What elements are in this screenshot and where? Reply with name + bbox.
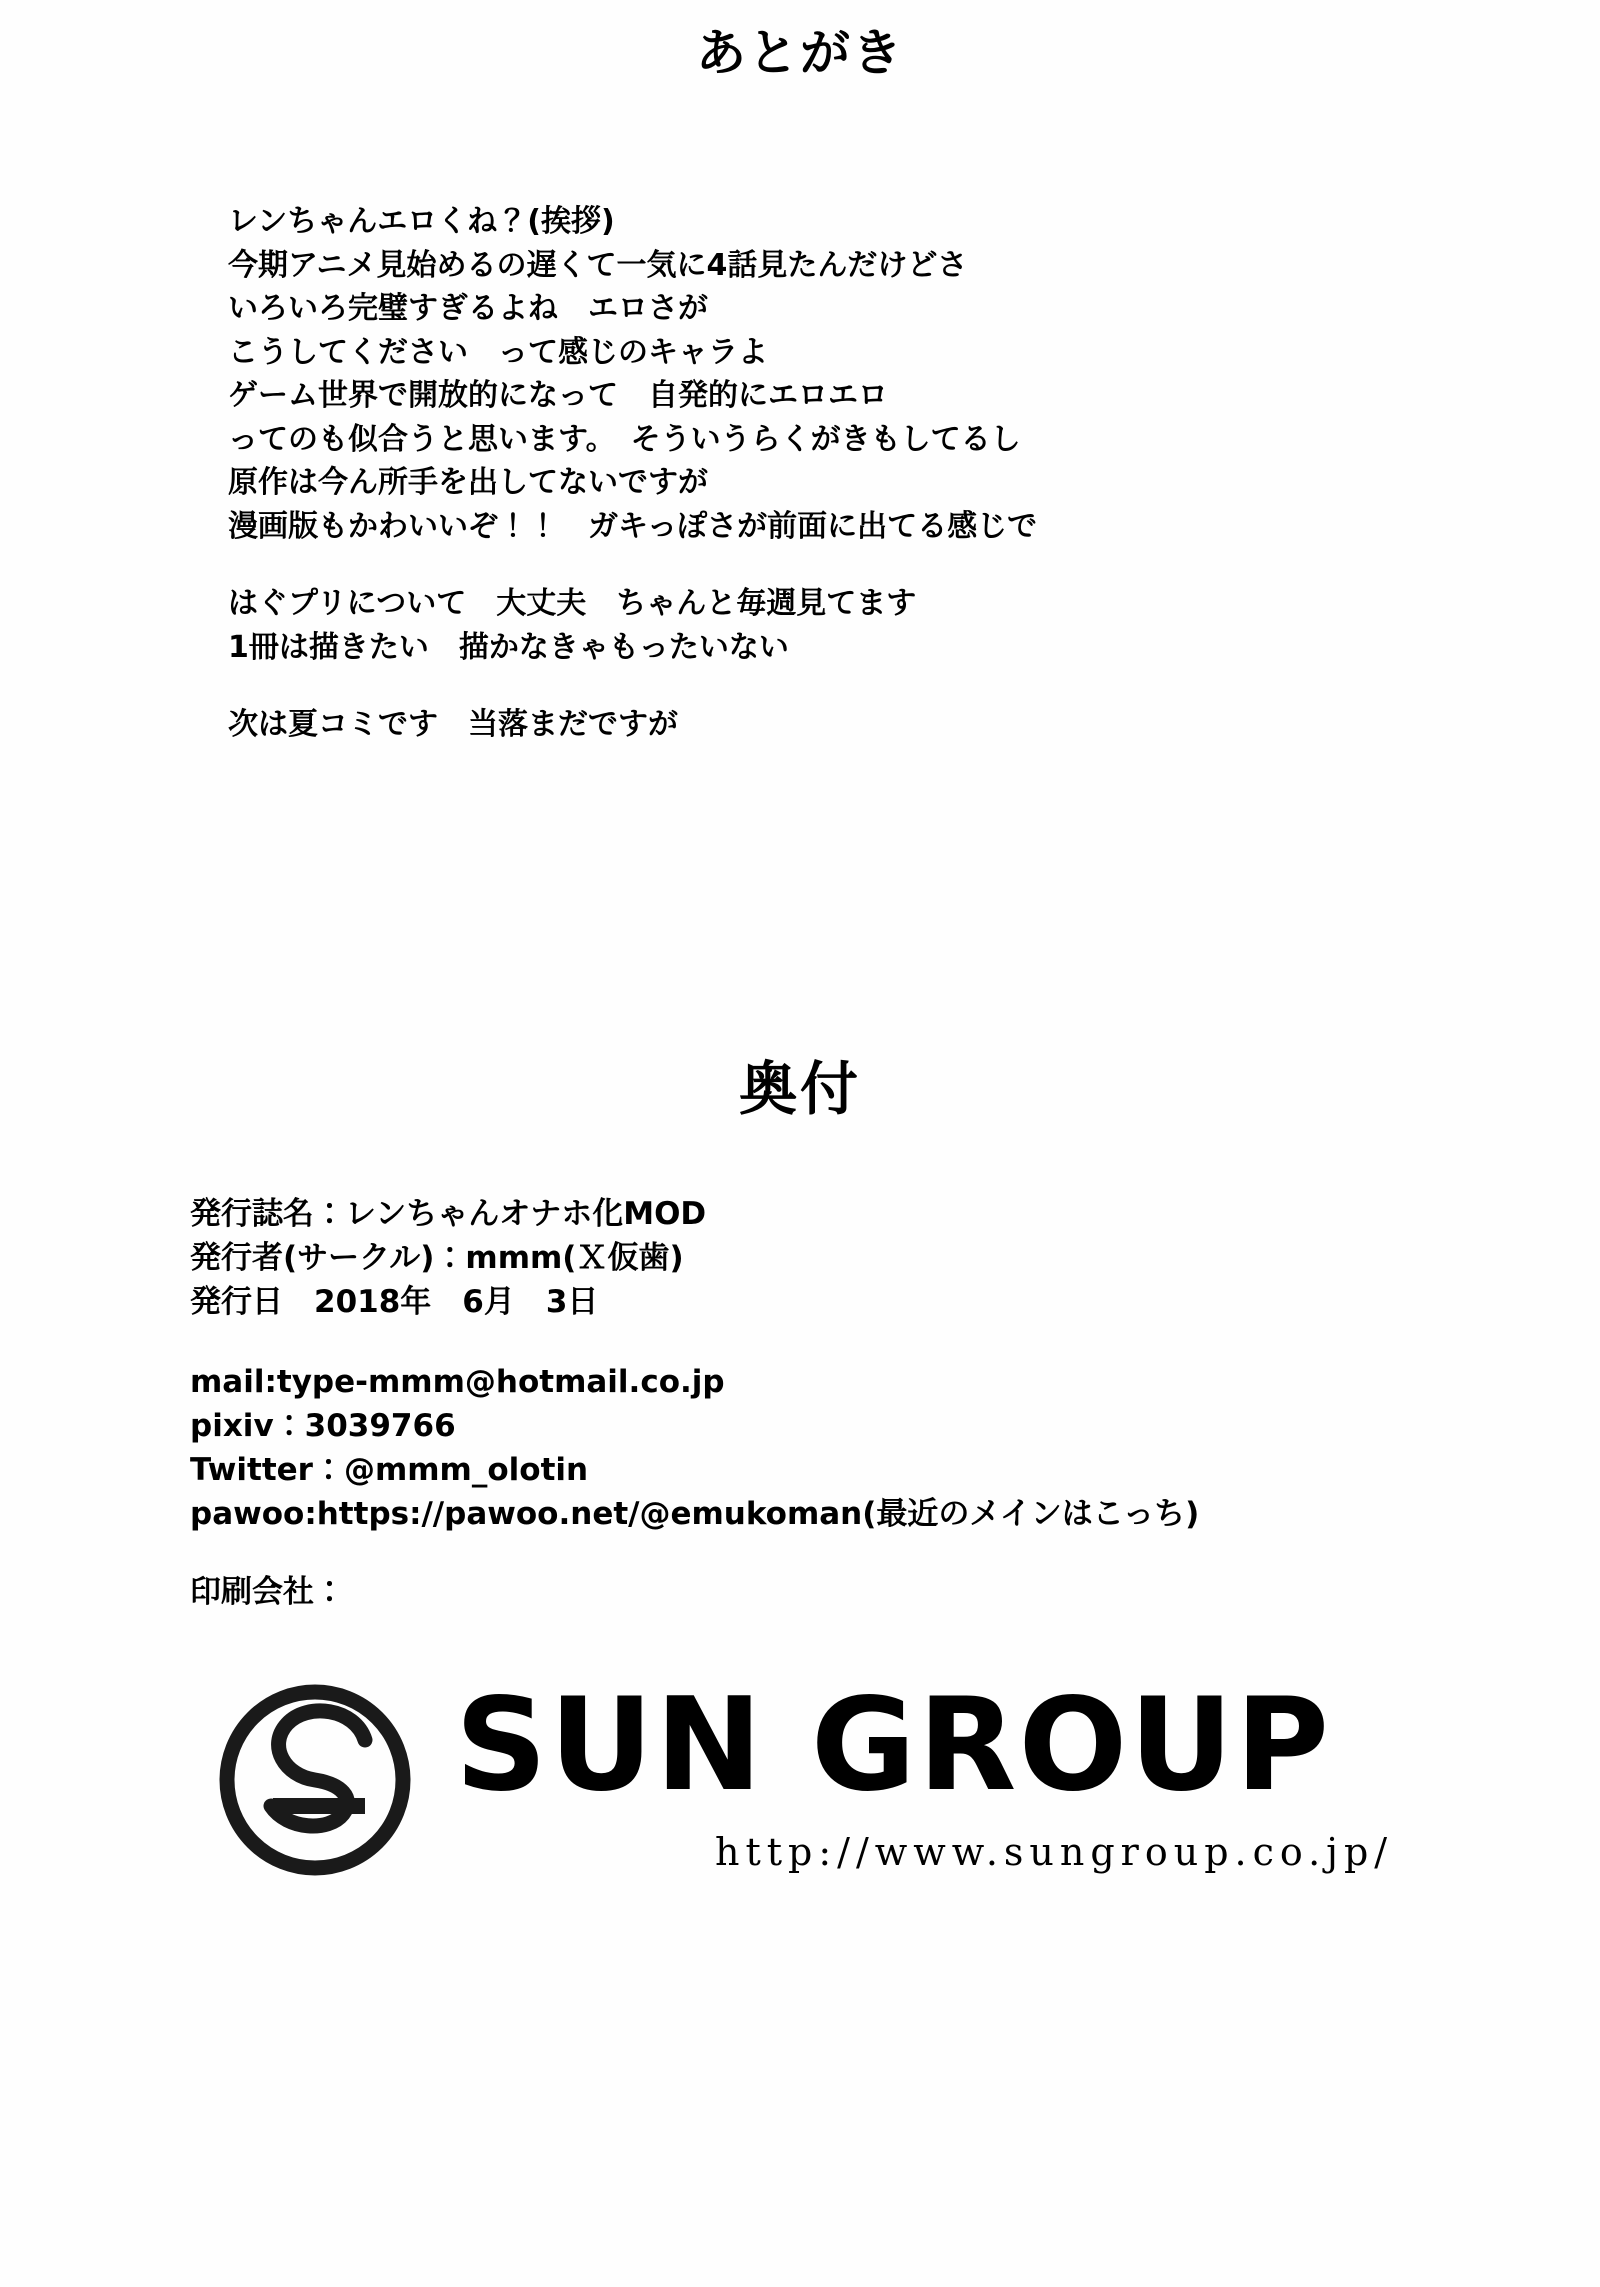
- afterword-line-5: ゲーム世界で開放的になって 自発的にエロエロ: [228, 378, 888, 413]
- afterword-line-9: はぐプリについて 大丈夫 ちゃんと毎週見てます: [228, 586, 917, 621]
- publication-info: [190, 1192, 1440, 1324]
- publication-date-line: 発行日 2018年 6月 3日: [190, 1284, 599, 1321]
- afterword-line-10: 1冊は描きたい 描かなきゃもったいない: [228, 629, 789, 665]
- afterword-heading: あとがき: [696, 24, 904, 82]
- sun-group-wordmark: SUN GROUP: [455, 1671, 1331, 1820]
- sun-group-mark-icon: [215, 1680, 415, 1880]
- publication-title-line: 発行誌名：レンちゃんオナホ化MOD: [190, 1196, 707, 1232]
- pixiv-line: pixiv：3039766: [190, 1408, 456, 1445]
- afterword-line-11: 次は夏コミです 当落まだですが: [228, 707, 678, 742]
- afterword-line-1: レンちゃんエロくね？(挨拶): [228, 204, 615, 239]
- afterword-line-2: 今期アニメ見始めるの遅くて一気に4話見たんだけどさ: [228, 247, 968, 283]
- afterword-line-4: こうしてください って感じのキャラよ: [228, 334, 768, 370]
- colophon-heading: 奥付: [738, 1055, 861, 1123]
- mail-line: mail:type-mmm@hotmail.co.jp: [190, 1364, 725, 1400]
- contact-info: [190, 1360, 1440, 1536]
- afterword-line-3: いろいろ完璧すぎるよね エロさが: [228, 291, 708, 326]
- sun-group-logo: [215, 1671, 1415, 1930]
- twitter-line: Twitter：@mmm_olotin: [190, 1452, 589, 1489]
- publisher-circle-line: 発行者(サークル)：mmm(Ｘ仮歯): [190, 1240, 684, 1277]
- afterword-body: [228, 200, 1348, 747]
- pawoo-line: pawoo:https://pawoo.net/@emukoman(最近のメインはこっち): [190, 1496, 1200, 1533]
- afterword-line-6: ってのも似合うと思います。 そういうらくがきもしてるし: [228, 421, 1021, 457]
- paragraph-gap: [228, 548, 1348, 582]
- paragraph-gap: [228, 669, 1348, 703]
- sun-group-url: http://www.sungroup.co.jp/: [715, 1830, 1394, 1874]
- printer-label: 印刷会社：: [190, 1574, 345, 1610]
- afterword-line-7: 原作は今ん所手を出してないですが: [228, 465, 708, 500]
- afterword-line-8: 漫画版もかわいいぞ！！ ガキっぽさが前面に出てる感じで: [228, 508, 1038, 544]
